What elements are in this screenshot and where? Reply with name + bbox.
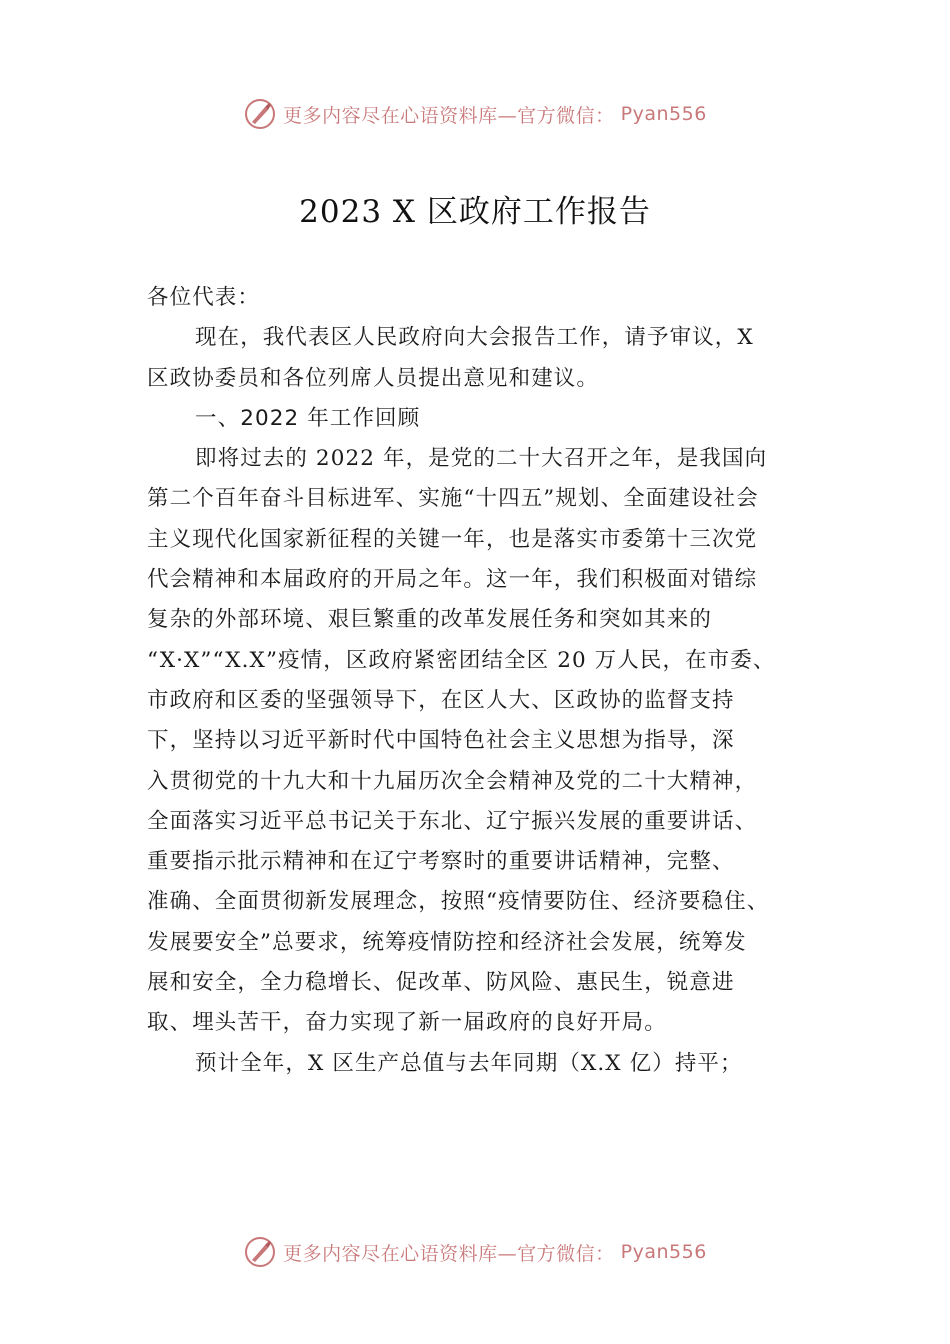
salutation: 各位代表：: [147, 285, 261, 310]
paragraph-line: 预计全年，X 区生产总值与去年同期（X.X 亿）持平；: [195, 1050, 743, 1076]
paragraph-line: 区政协委员和各位列席人员提出意见和建议。: [147, 365, 600, 391]
paragraph-line: 即将过去的 2022 年，是党的二十大召开之年，是我国向: [195, 446, 768, 472]
paragraph-line: 发展要安全”总要求，统筹疫情防控和经济社会发展，统筹发: [147, 929, 747, 955]
document-title: 2023 X 区政府工作报告: [299, 194, 651, 230]
paragraph-line: 准确、全面贯彻新发展理念，按照“疫情要防住、经济要稳住、: [147, 889, 770, 915]
watermark-text: 更多内容尽在心语资料库—官方微信：: [283, 1242, 615, 1265]
pen-logo-icon: [243, 1235, 277, 1269]
footer-watermark: [0, 1234, 950, 1270]
paragraph-line: “X·X”“X.X”疫情，区政府紧密团结全区 20 万人民，在市委、: [147, 647, 776, 673]
paragraph-line: 主义现代化国家新征程的关键一年，也是落实市委第十三次党: [147, 526, 758, 552]
paragraph-line: 市政府和区委的坚强领导下，在区人大、区政协的监督支持: [147, 687, 735, 713]
watermark-account: Pyan556: [620, 1241, 707, 1263]
paragraph-line: 复杂的外部环境、艰巨繁重的改革发展任务和突如其来的: [147, 607, 713, 633]
header-watermark: [0, 96, 950, 132]
paragraph-line: 下，坚持以习近平新时代中国特色社会主义思想为指导，深: [147, 728, 735, 754]
section-heading: 一、2022 年工作回顾: [195, 405, 421, 431]
paragraph-line: 取、埋头苦干，奋力实现了新一届政府的良好开局。: [147, 1010, 667, 1036]
paragraph-line: 展和安全，全力稳增长、促改革、防风险、惠民生，锐意进: [147, 970, 735, 996]
paragraph-line: 代会精神和本届政府的开局之年。这一年，我们积极面对错综: [147, 567, 758, 593]
paragraph-line: 重要指示批示精神和在辽宁考察时的重要讲话精神，完整、: [147, 849, 735, 875]
paragraph-line: 第二个百年奋斗目标进军、实施“十四五”规划、全面建设社会: [147, 486, 759, 512]
watermark-account: Pyan556: [620, 103, 707, 125]
paragraph-line: 全面落实习近平总书记关于东北、辽宁振兴发展的重要讲话、: [147, 808, 758, 834]
paragraph-line: 现在，我代表区人民政府向大会报告工作，请予审议，X: [195, 325, 754, 351]
document-body: [147, 278, 827, 1084]
watermark-text: 更多内容尽在心语资料库—官方微信：: [283, 104, 615, 127]
pen-logo-icon: [243, 97, 277, 131]
paragraph-line: 入贯彻党的十九大和十九届历次全会精神及党的二十大精神，: [147, 768, 758, 794]
